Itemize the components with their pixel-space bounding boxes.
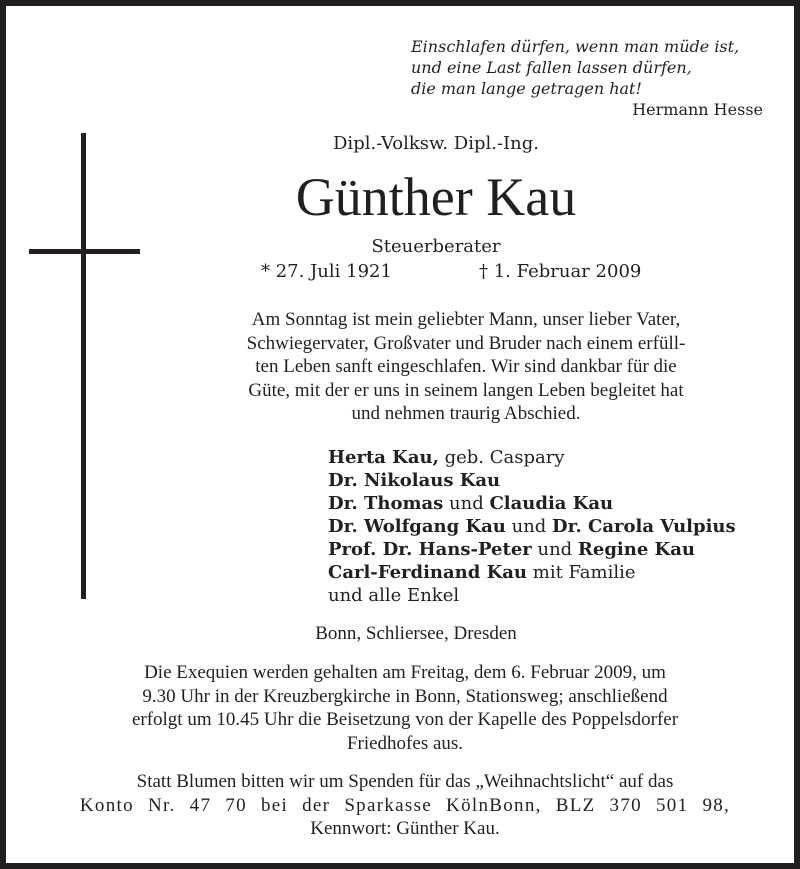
mourner-row (328, 561, 736, 584)
mourner-note: mit Familie (527, 562, 636, 583)
quote-line: die man lange getragen hat! (411, 79, 642, 98)
mourner-note: geb. Caspary (438, 447, 565, 468)
mourner-name: Dr. Carola Vulpius (552, 516, 736, 537)
quote-line: und eine Last fallen lassen dürfen, (411, 58, 692, 77)
announcement-text (166, 308, 766, 426)
birth-date: * 27. Juli 1921 (261, 261, 392, 282)
announcement-line: und nehmen traurig Abschied. (351, 403, 581, 424)
funeral-line: Friedhofes aus. (346, 732, 464, 754)
donation-line: Statt Blumen bitten wir um Spenden für das „Weihnachtslicht“ auf das (136, 771, 674, 792)
mourner-name: Dr. Wolfgang Kau (328, 516, 506, 537)
donation-line: Konto Nr. 47 70 bei der Sparkasse KölnBonn, BLZ 370 501 98, (79, 794, 731, 816)
funeral-line: 9.30 Uhr in der Kreuzbergkirche in Bonn, Stationsweg; anschließend (142, 685, 668, 707)
mourner-name: Dr. Thomas (328, 493, 444, 514)
quote-author: Hermann Hesse (632, 100, 763, 119)
mourner-name: Claudia Kau (489, 493, 614, 514)
mourner-row (328, 538, 736, 561)
academic-titles: Dipl.-Volksw. Dipl.-Ing. (333, 133, 539, 154)
conjunction: und (505, 516, 553, 537)
profession: Steuerberater (371, 236, 501, 257)
mourner-row (328, 584, 736, 607)
mourner-name: Regine Kau (577, 539, 695, 560)
conjunction: und (443, 493, 490, 514)
epigraph-quote (411, 36, 763, 120)
funeral-line: Die Exequien werden gehalten am Freitag, dem 6. Februar 2009, um (144, 662, 666, 683)
mourner-name: Dr. Nikolaus Kau (328, 470, 501, 491)
donation-request (30, 770, 780, 841)
death-date: † 1. Februar 2009 (479, 261, 642, 282)
mourner-row (328, 469, 736, 492)
family-places: Bonn, Schliersee, Dresden (315, 623, 517, 644)
family-mourners (328, 446, 736, 607)
funeral-line: erfolgt um 10.45 Uhr die Beisetzung von der Kapelle des Poppelsdorfer (131, 709, 679, 730)
mourner-name: Carl-Ferdinand Kau (328, 562, 528, 583)
mourner-name: Herta Kau, (328, 447, 439, 468)
mourner-row (328, 446, 736, 469)
conjunction: und (531, 539, 578, 560)
quote-line: Einschlafen dürfen, wenn man müde ist, (411, 37, 740, 56)
announcement-line: Schwiegervater, Großvater und Bruder nach einem erfüll- (246, 332, 686, 354)
announcement-line: Am Sonntag ist mein geliebter Mann, unser lieber Vater, (251, 309, 681, 330)
cross-icon (81, 133, 86, 599)
mourner-row (328, 515, 736, 538)
deceased-name: Günther Kau (295, 167, 577, 227)
donation-line: Kennwort: Günther Kau. (310, 818, 500, 839)
cross-icon-crossbar (29, 249, 140, 254)
announcement-line: Güte, mit der er uns in seinem langen Leben begleitet hat (248, 379, 684, 401)
mourner-name: Prof. Dr. Hans-Peter (328, 539, 532, 560)
mourner-row (328, 492, 736, 515)
announcement-line: ten Leben sanft eingeschlafen. Wir sind dankbar für die (255, 356, 677, 377)
funeral-details (30, 661, 780, 755)
mourner-note: und alle Enkel (328, 585, 460, 606)
